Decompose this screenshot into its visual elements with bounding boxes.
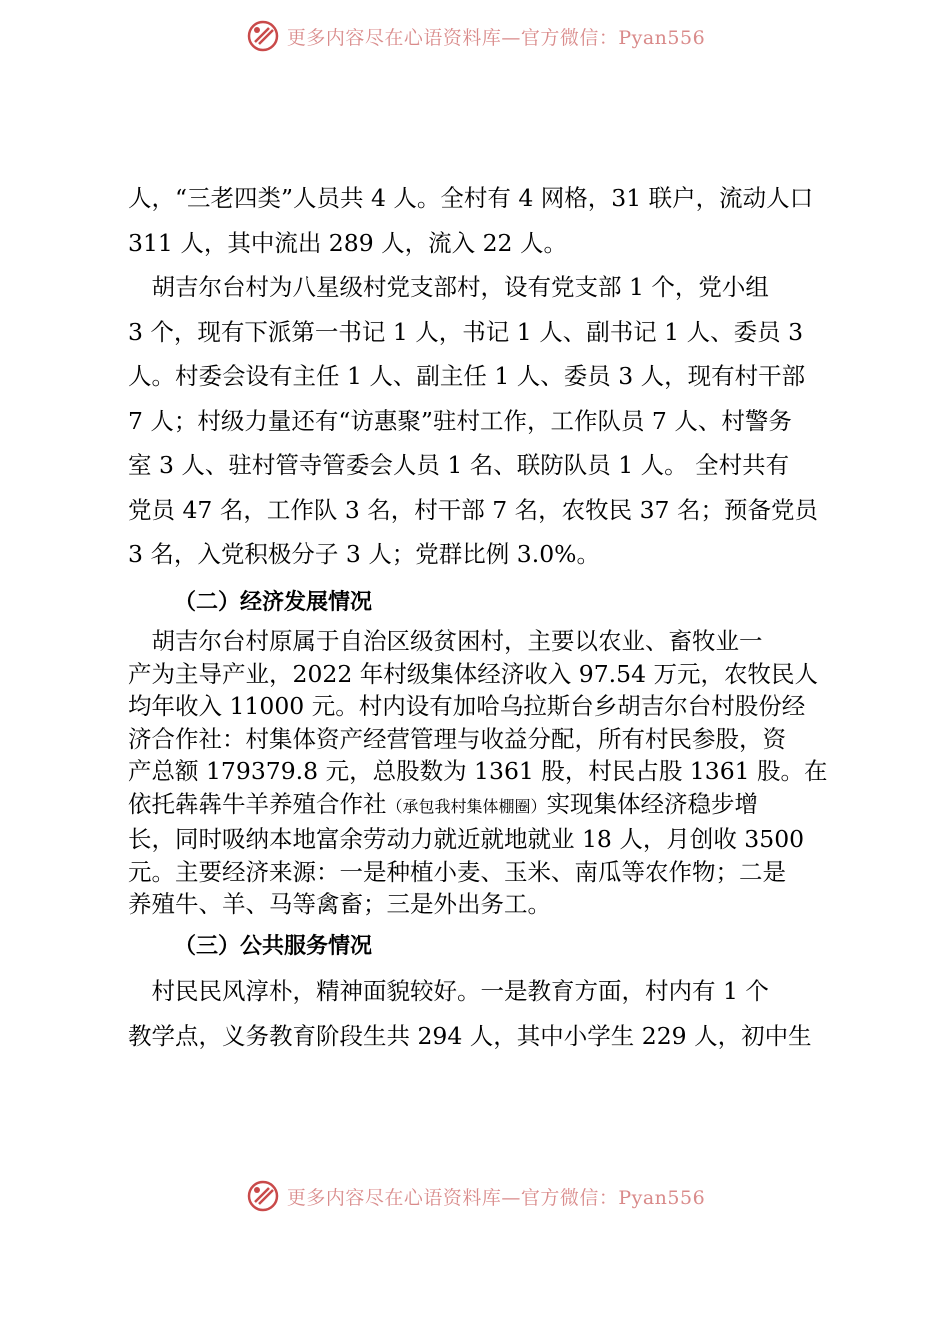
watermark-text: 更多内容尽在心语资料库—官方微信：Pyan556: [286, 26, 706, 49]
logo-icon: [245, 1178, 281, 1214]
section-economy: [128, 581, 848, 921]
paragraph-line: [128, 788, 848, 824]
paragraph-line: 长，同时吸纳本地富余劳动力就近就地就业 18 人，月创收 3500: [128, 825, 805, 853]
parenthetical-note: （承包我村集体棚圈）: [386, 796, 547, 816]
paragraph-line: 均年收入 11000 元。村内设有加哈乌拉斯台乡胡吉尔台村股份经: [128, 692, 806, 720]
logo-icon: [245, 18, 281, 54]
paragraph-line: 村民民风淳朴，精神面貌较好。一是教育方面，村内有 1 个: [128, 977, 769, 1005]
section-heading: （二）经济发展情况: [174, 589, 373, 615]
paragraph-line: 室 3 人、驻村管寺管委会人员 1 名、联防队员 1 人。 全村共有: [128, 451, 790, 479]
paragraph-line: 311 人，其中流出 289 人，流入 22 人。: [128, 228, 567, 257]
section-public-services: [128, 925, 848, 1059]
paragraph-line: 胡吉尔台村为八星级村党支部村，设有党支部 1 个，党小组: [128, 273, 769, 301]
section-village-party: [128, 176, 848, 577]
paragraph-line: 3 名，入党积极分子 3 人；党群比例 3.0%。: [128, 540, 600, 568]
paragraph-line: 济合作社：村集体资产经营管理与收益分配，所有村民参股，资: [128, 724, 786, 753]
footer-watermark: [0, 1176, 950, 1216]
paragraph-line: 胡吉尔台村原属于自治区级贫困村，主要以农业、畜牧业一: [128, 627, 763, 655]
watermark-text: 更多内容尽在心语资料库—官方微信：Pyan556: [286, 1186, 706, 1209]
line-text: 依托犇犇牛羊养殖合作社: [128, 789, 387, 818]
line-text: 实现集体经济稳步增: [546, 789, 759, 818]
paragraph-line: 产为主导产业，2022 年村级集体经济收入 97.54 万元，农牧民人: [128, 659, 818, 688]
paragraph-line: 人。村委会设有主任 1 人、副主任 1 人、委员 3 人，现有村干部: [128, 362, 806, 390]
section-heading: （三）公共服务情况: [174, 933, 373, 959]
paragraph-line: 党员 47 名，工作队 3 名，村干部 7 名，农牧民 37 名；预备党员: [128, 495, 818, 524]
paragraph-line: 元。主要经济来源：一是种植小麦、玉米、南瓜等农作物；二是: [128, 857, 786, 886]
paragraph-line: 养殖牛、羊、马等禽畜；三是外出务工。: [128, 890, 551, 918]
document-body: [128, 176, 848, 1058]
paragraph-line: 教学点，义务教育阶段生共 294 人，其中小学生 229 人，初中生: [128, 1021, 812, 1050]
paragraph-line: 3 个，现有下派第一书记 1 人，书记 1 人、副书记 1 人、委员 3: [128, 317, 804, 346]
header-watermark: [0, 16, 950, 56]
paragraph-line: 产总额 179379.8 元，总股数为 1361 股，村民占股 1361 股。在: [128, 757, 828, 785]
paragraph-line: 人，“三老四类”人员共 4 人。全村有 4 网格，31 联户，流动人口: [128, 184, 814, 212]
paragraph-line: 7 人；村级力量还有“访惠聚”驻村工作，工作队员 7 人、村警务: [128, 406, 792, 435]
